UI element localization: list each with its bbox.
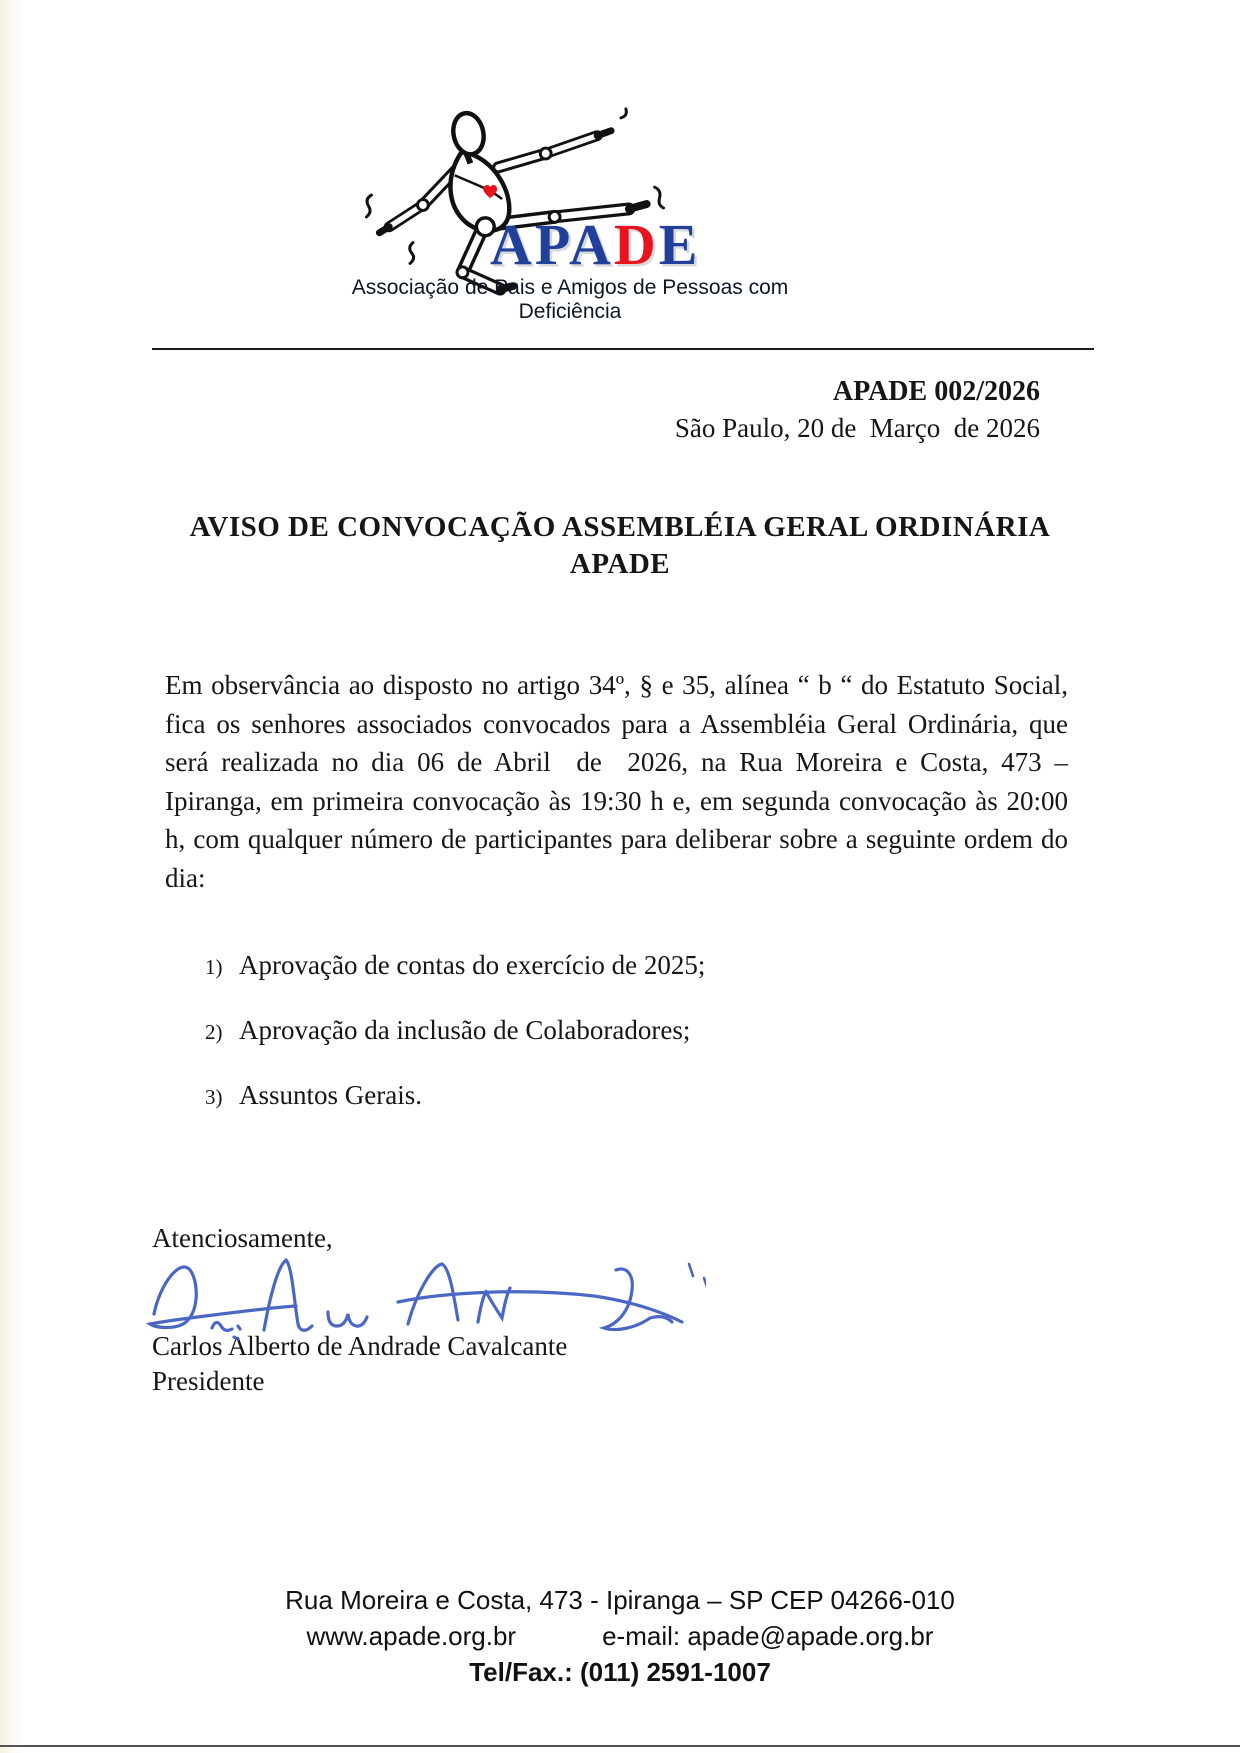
- apade-wordmark: [490, 212, 701, 277]
- document-date: São Paulo, 20 de Março de 2026: [674, 412, 1040, 443]
- signature-area: [0, 1240, 1240, 1336]
- signer-name: Carlos Alberto de Andrade Cavalcante: [152, 1330, 568, 1361]
- letterhead-footer: [0, 1583, 1240, 1691]
- bottom-scan-line: [0, 1745, 1240, 1747]
- footer-telfax: Tel/Fax.: (011) 2591-1007: [469, 1656, 771, 1687]
- agenda-item: [205, 950, 1240, 981]
- document-title-line1: AVISO DE CONVOCAÇÃO ASSEMBLÉIA GERAL ORDINÁRIA: [189, 510, 1051, 543]
- agenda-item-marker: 3): [205, 1084, 223, 1109]
- document-number: APADE 002/2026: [832, 376, 1040, 407]
- body-paragraph: Em observância ao disposto no artigo 34º, § e 35, alínea “ b “ do Estatuto Social, fica os senhores associados convocados para a Assembléia Geral Ordinária, que será realizada no dia 06 de Abril de 2026, na Rua Moreira e Costa, 473 – Ipiranga, em primeira convocação às 19:30 h e, em segunda convocação às 20:00 h, com qualquer número de participantes para deliberar sobre a seguinte ordem do dia:: [165, 669, 1075, 893]
- agenda-item-text: Assuntos Gerais.: [239, 1079, 422, 1110]
- wordmark-part-blue2: E: [658, 212, 701, 277]
- agenda-item-text: Aprovação da inclusão de Colaboradores;: [239, 1014, 691, 1045]
- header-divider: [152, 348, 1094, 350]
- scan-edge-artifact: [0, 0, 26, 1753]
- logo-tagline: Associação de Pais e Amigos de Pessoas com Deficiência: [351, 276, 789, 323]
- agenda-item-text: Aprovação de contas do exercício de 2025;: [239, 949, 706, 980]
- agenda-item-marker: 1): [205, 954, 223, 979]
- footer-address: Rua Moreira e Costa, 473 - Ipiranga – SP CEP 04266-010: [285, 1585, 955, 1616]
- document-title: [0, 509, 1240, 584]
- wordmark-part-red: D: [613, 212, 659, 277]
- agenda-item: [205, 1080, 1240, 1111]
- reference-block: [0, 374, 1040, 447]
- apade-logo: [330, 110, 810, 323]
- agenda-list: [205, 950, 1240, 1111]
- wordmark-part-blue: APA: [490, 212, 614, 277]
- agenda-item: [205, 1015, 1240, 1046]
- agenda-item-marker: 2): [205, 1019, 223, 1044]
- document-title-line2: APADE: [569, 548, 671, 581]
- footer-email: e-mail: apade@apade.org.br: [602, 1620, 934, 1651]
- footer-website: www.apade.org.br: [306, 1620, 517, 1651]
- closing-salutation: Atenciosamente,: [152, 1222, 333, 1253]
- signer-role: Presidente: [152, 1366, 265, 1397]
